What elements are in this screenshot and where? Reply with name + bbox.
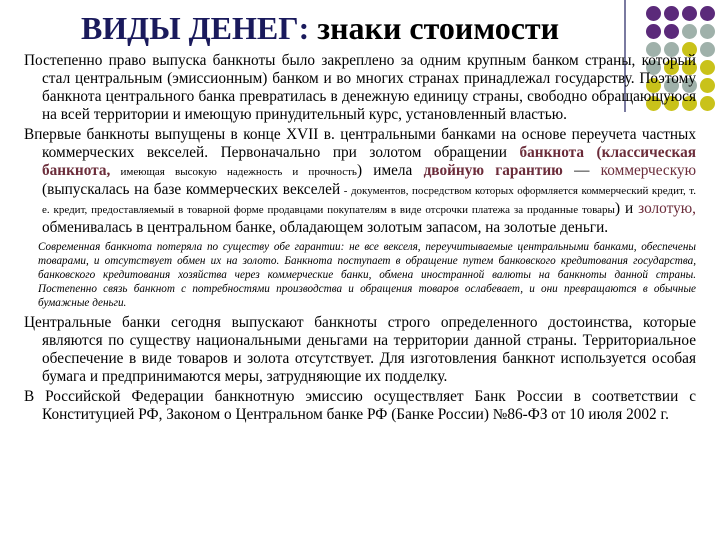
p2-j: ) и: [614, 200, 639, 217]
title-sub: знаки стоимости: [317, 10, 560, 46]
p2-small-1: имеющая высокую надежность и прочность: [110, 166, 357, 178]
paragraph-1: [24, 52, 696, 124]
decor-dot: [646, 6, 661, 21]
p2-double-guarantee: двойную гарантию: [423, 162, 563, 179]
decor-dot: [682, 24, 697, 39]
paragraph-4-text: В Российской Федерации банкнотную эмиссию осуществляет Банк России в соответствии с Конституцией РФ, Законом о Центральном банке РФ (Банке России) №86-ФЗ от 10 июля 2002 г.: [24, 388, 696, 423]
p2-l: обменивалась в центральном банке, обладающем золотым запасом, на золотые деньги.: [42, 219, 609, 236]
page-title: [0, 8, 640, 48]
decor-dot: [700, 24, 715, 39]
p2-commercial: коммерческую: [600, 162, 696, 179]
decor-dot: [700, 96, 715, 111]
decor-dot: [700, 78, 715, 93]
decor-dot: [646, 24, 661, 39]
p2-gold: золотую,: [638, 200, 696, 217]
note-paragraph: Современная банкнота потеряла по существу обе гарантии: не все векселя, переучитываемые центральными банками, обеспечены товарами, и отсутствует обмен их на золото. Банкнота поступает в обращение путем банковского кредитования государства, банковского кредитования хозяйства через коммерческие банки, обмена иностранной валюты на банкноты данной страны. Постепенно связь банкнот с потребностями производства и обращения товаров ослабевает, и они превращаются в обычные бумажные деньги.: [38, 241, 696, 309]
decor-dot: [700, 42, 715, 57]
decor-dot: [700, 6, 715, 21]
p2-h: (выпускалась на базе коммерческих векселей: [42, 181, 341, 198]
p2-f: —: [562, 162, 601, 179]
paragraph-4: [24, 388, 696, 424]
paragraph-3-text: Центральные банки сегодня выпускают банкноты строго определенного достоинства, которые являются по существу национальными деньгами на территории данной страны. Территориальное обеспечение в виде товаров и золота отсутствует. Для изготовления банкнот используется особая бумага и предпринимаются меры, затрудняющие их подделку.: [24, 314, 696, 385]
decor-dot: [664, 6, 679, 21]
paragraph-2: [24, 126, 696, 237]
decor-dot: [682, 6, 697, 21]
main-text: [24, 52, 696, 426]
decor-dot: [700, 60, 715, 75]
p2-small-2: - документов, посредством которых оформляется коммерческий кредит, т. е. кредит, предоставляемый в товарной форме продавцами покупателям в виде отсрочки платежа за проданные товары: [42, 185, 697, 216]
title-main: ВИДЫ ДЕНЕГ:: [80, 10, 310, 46]
p2-banknote-term: банкнота (классическая банкнота,: [42, 144, 696, 179]
decor-dot: [664, 24, 679, 39]
paragraph-3: [24, 314, 696, 386]
paragraph-1-text: Постепенно право выпуска банкноты было закреплено за одним крупным банком страны, который стал центральным (эмиссионным) банком и во многих странах принадлежал государству. Поэтому банкнота центрального банка превратилась в денежную единицу страны, свободно обращающуюся на всей территории и имеющую принудительный курс, установленный властью.: [24, 52, 696, 123]
p2-a: Впервые банкноты выпущены в конце XVII в. центральными банками на основе переучета частных коммерческих векселей. Первоначально при золотом обращении: [24, 126, 696, 161]
p2-d: ) имела: [356, 162, 424, 179]
